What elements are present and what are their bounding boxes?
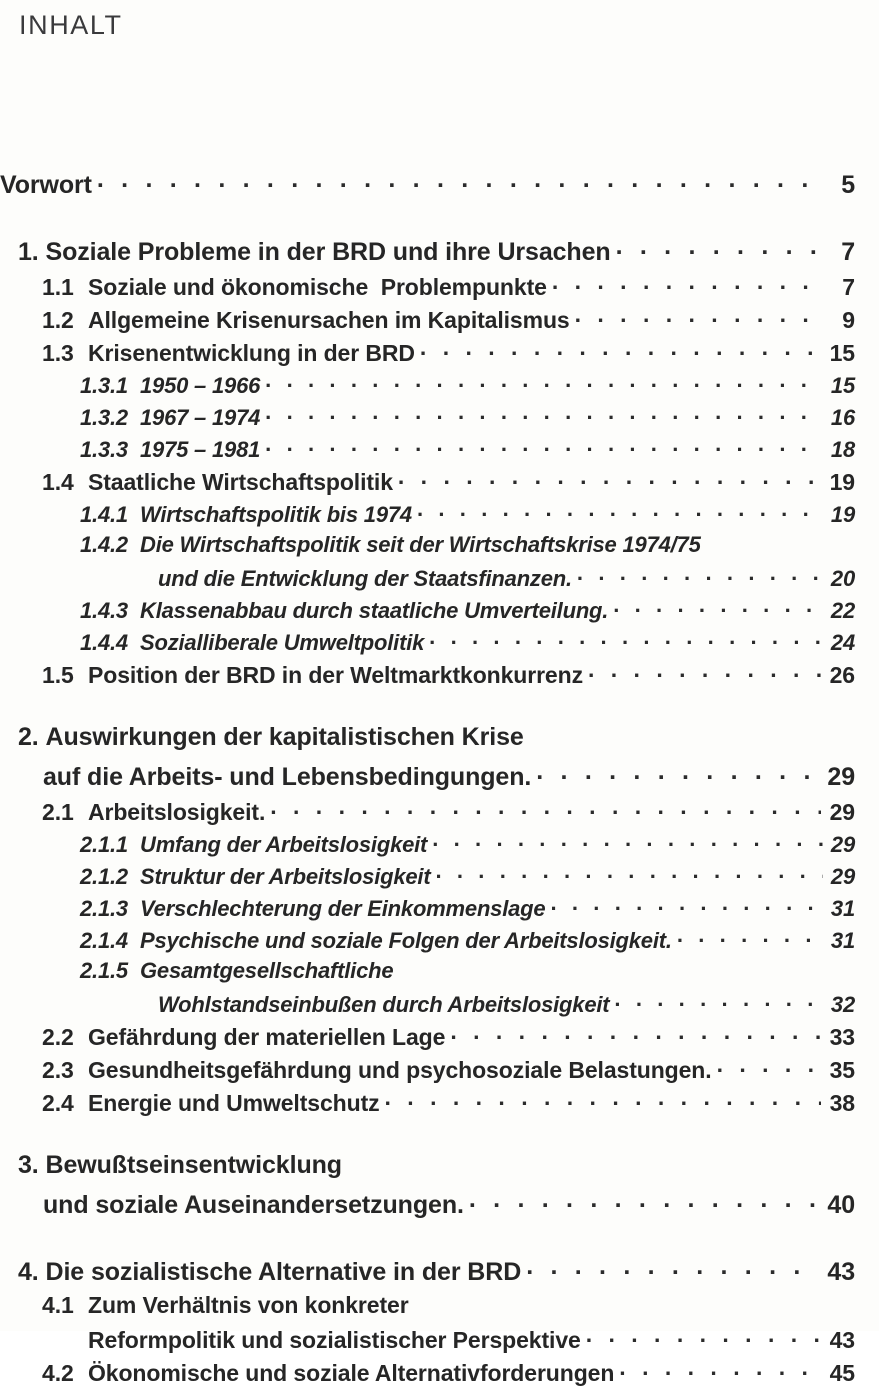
dot-leader — [435, 862, 823, 884]
toc-entry-title: Auswirkungen der kapitalistischen Krise — [45, 723, 524, 751]
toc-entry-number: 2.1 — [42, 799, 80, 825]
toc-section-2-1-2[interactable] — [0, 862, 879, 894]
toc-section-2-2[interactable] — [0, 1022, 879, 1055]
toc-page-number: 5 — [841, 171, 855, 199]
toc-section-4-2[interactable] — [0, 1358, 879, 1391]
toc-entry-continuation-line[interactable] — [0, 1188, 879, 1225]
toc-entry-title: 1975 – 1981 — [140, 437, 261, 462]
dot-leader — [614, 990, 823, 1012]
toc-entry-number: 2.2 — [42, 1024, 80, 1050]
toc-entry-number: 1.1 — [42, 274, 80, 300]
toc-entry-title: Krisenentwicklung in der BRD — [88, 340, 415, 366]
toc-entry-number: 1. — [18, 238, 46, 266]
toc-page-number: 38 — [829, 1090, 855, 1116]
toc-entry-number: 1.2 — [42, 307, 80, 333]
dot-leader — [577, 564, 823, 586]
toc-entry-title: Vorwort — [0, 171, 92, 199]
dot-leader — [265, 403, 823, 425]
toc-section-1-4-4[interactable] — [0, 628, 879, 660]
toc-entry-number: 1.4.3 — [80, 598, 134, 623]
toc-entry-title-continued: und die Entwicklung der Staatsfinanzen. — [158, 566, 572, 591]
toc-entry-continuation-line[interactable] — [0, 760, 879, 797]
toc-page-number: 32 — [830, 992, 855, 1017]
toc-page-number: 16 — [830, 405, 855, 430]
toc-entry-title: Zum Verhältnis von konkreter — [88, 1292, 409, 1318]
dot-leader — [97, 168, 819, 193]
toc-entry-number: 2.1.2 — [80, 864, 134, 889]
toc-entry-line[interactable] — [0, 435, 879, 467]
toc-entry-line[interactable] — [0, 1292, 879, 1325]
toc-section-2-1-4[interactable] — [0, 926, 879, 958]
toc-entry-title: 1950 – 1966 — [140, 373, 261, 398]
toc-chapter-4[interactable] — [0, 1255, 879, 1292]
spacer — [0, 693, 879, 723]
toc-entry-line[interactable] — [0, 500, 879, 532]
dot-leader — [270, 797, 821, 820]
toc-entry-title: Die Wirtschaftspolitik seit der Wirtschaftskrise 1974/75 — [140, 532, 701, 557]
toc-page-number: 9 — [842, 307, 855, 333]
toc-page-number: 31 — [830, 896, 855, 921]
toc-entry-line[interactable] — [0, 596, 879, 628]
toc-page-number: 18 — [830, 437, 855, 462]
toc-entry-vorwort[interactable] — [0, 168, 879, 205]
dot-leader — [417, 500, 823, 522]
toc-entry-title: Allgemeine Krisenursachen im Kapitalismus — [88, 307, 570, 333]
toc-entry-number: 1.3.2 — [80, 405, 134, 430]
toc-entry-line[interactable] — [0, 926, 879, 958]
toc-entry-number: 2.1.1 — [80, 832, 134, 857]
toc-section-2-1-3[interactable] — [0, 894, 879, 926]
dot-leader — [550, 894, 823, 916]
toc-section-1-3-1[interactable] — [0, 371, 879, 403]
dot-leader — [619, 1358, 821, 1381]
toc-section-1-3-2[interactable] — [0, 403, 879, 435]
toc-entry-title: Gefährdung der materiellen Lage — [88, 1024, 446, 1050]
toc-entry-title: Soziale Probleme in der BRD und ihre Ursachen — [45, 238, 611, 266]
dot-leader — [469, 1188, 819, 1213]
toc-page-number: 31 — [830, 928, 855, 953]
toc-entry-line[interactable] — [0, 1088, 879, 1121]
dot-leader — [385, 1088, 821, 1111]
toc-entry-number: 2.1.4 — [80, 928, 134, 953]
toc-entry-number: 2.4 — [42, 1090, 80, 1116]
toc-section-1-3[interactable] — [0, 338, 879, 371]
toc-page-number: 29 — [830, 864, 855, 889]
toc-section-4-1[interactable] — [0, 1292, 879, 1358]
toc-entry-line[interactable] — [0, 235, 879, 272]
toc-page-number: 40 — [827, 1191, 855, 1219]
toc-entry-number: 2.3 — [42, 1057, 80, 1083]
toc-entry-line[interactable] — [0, 1358, 879, 1391]
toc-entry-title: Energie und Umweltschutz — [88, 1090, 380, 1116]
toc-entry-line[interactable] — [0, 958, 879, 990]
toc-page-number: 43 — [829, 1327, 855, 1353]
toc-page-number: 19 — [830, 502, 855, 527]
toc-entry-line[interactable] — [0, 403, 879, 435]
toc-page-number: 22 — [830, 598, 855, 623]
toc-entry-number: 1.4 — [42, 469, 80, 495]
toc-entry-number: 1.4.4 — [80, 630, 134, 655]
dot-leader — [398, 467, 821, 490]
dot-leader — [265, 435, 823, 457]
toc-page-number: 24 — [830, 630, 855, 655]
toc-entry-line[interactable] — [0, 1151, 879, 1188]
toc-entry-number: 2.1.3 — [80, 896, 134, 921]
toc-entry-line[interactable] — [0, 628, 879, 660]
toc-entry-title: Verschlechterung der Einkommenslage — [140, 896, 546, 921]
toc-section-2-3[interactable] — [0, 1055, 879, 1088]
toc-page-number: 20 — [830, 566, 855, 591]
dot-leader — [586, 1325, 821, 1348]
toc-entry-number: 1.4.1 — [80, 502, 134, 527]
toc-entry-title: Position der BRD in der Weltmarktkonkurrenz — [88, 662, 583, 688]
toc-entry-number: 1.3 — [42, 340, 80, 366]
toc-page-number: 15 — [829, 340, 855, 366]
spacer — [0, 1121, 879, 1151]
toc-page-number: 33 — [829, 1024, 855, 1050]
toc-entry-line[interactable] — [0, 660, 879, 693]
toc-entry-line[interactable] — [0, 467, 879, 500]
dot-leader — [552, 272, 821, 295]
toc-entry-title: Gesamtgesellschaftliche — [140, 958, 394, 983]
toc-chapter-2[interactable] — [0, 723, 879, 797]
dot-leader — [526, 1255, 819, 1280]
toc-page-number: 45 — [829, 1360, 855, 1386]
toc-page-number: 35 — [829, 1057, 855, 1083]
toc-page-number: 43 — [827, 1258, 855, 1286]
toc-entry-number: 1.5 — [42, 662, 80, 688]
toc-entry-title: 1967 – 1974 — [140, 405, 261, 430]
toc-chapter-3[interactable] — [0, 1151, 879, 1225]
toc-page-number: 29 — [830, 832, 855, 857]
toc-chapter-1[interactable] — [0, 235, 879, 272]
toc-entry-number: 2.1.5 — [80, 958, 134, 983]
toc-entry-line[interactable] — [0, 1022, 879, 1055]
toc-entry-number: 1.3.3 — [80, 437, 134, 462]
table-of-contents — [0, 168, 879, 1391]
toc-entry-line[interactable] — [0, 305, 879, 338]
toc-entry-title: Struktur der Arbeitslosigkeit — [140, 864, 431, 889]
toc-entry-title-continued: Wohlstandseinbußen durch Arbeitslosigkeit — [158, 992, 610, 1017]
toc-entry-line[interactable] — [0, 272, 879, 305]
dot-leader — [717, 1055, 821, 1078]
toc-entry-number: 1.4.2 — [80, 532, 134, 557]
toc-entry-title: Wirtschaftspolitik bis 1974 — [140, 502, 412, 527]
toc-entry-line[interactable] — [0, 1055, 879, 1088]
toc-page-number: 26 — [829, 662, 855, 688]
spacer — [0, 205, 879, 235]
toc-entry-continuation-line[interactable] — [0, 990, 879, 1022]
toc-entry-number: 2. — [18, 723, 46, 751]
toc-entry-line[interactable] — [0, 168, 879, 205]
toc-page-number: 7 — [841, 238, 855, 266]
toc-section-1-5[interactable] — [0, 660, 879, 693]
toc-entry-title: Die sozialistische Alternative in der BRD — [45, 1258, 522, 1286]
toc-section-1-4-3[interactable] — [0, 596, 879, 628]
toc-entry-continuation-line[interactable] — [0, 1325, 879, 1358]
toc-entry-line[interactable] — [0, 797, 879, 830]
page-title: INHALT — [19, 10, 123, 40]
spacer — [0, 1225, 879, 1255]
toc-entry-line[interactable] — [0, 371, 879, 403]
toc-entry-line[interactable] — [0, 338, 879, 371]
toc-entry-title: Ökonomische und soziale Alternativforderungen — [88, 1360, 615, 1386]
toc-entry-title: Sozialliberale Umweltpolitik — [140, 630, 425, 655]
toc-section-2-4[interactable] — [0, 1088, 879, 1121]
dot-leader — [613, 596, 823, 618]
toc-section-1-4-2[interactable] — [0, 532, 879, 596]
dot-leader — [450, 1022, 821, 1045]
dot-leader — [616, 235, 819, 260]
toc-entry-title: Bewußtseinsentwicklung — [45, 1151, 342, 1179]
toc-entry-title: Gesundheitsgefährdung und psychosoziale Belastungen. — [88, 1057, 712, 1083]
dot-leader — [265, 371, 823, 393]
toc-entry-title: Klassenabbau durch staatliche Umverteilung. — [140, 598, 609, 623]
toc-section-1-1[interactable] — [0, 272, 879, 305]
toc-section-1-4-1[interactable] — [0, 500, 879, 532]
toc-entry-number: 4.2 — [42, 1360, 80, 1386]
toc-entry-title-continued: Reformpolitik und sozialistischer Perspektive — [88, 1327, 581, 1353]
toc-entry-number: 4.1 — [42, 1292, 80, 1318]
toc-entry-line[interactable] — [0, 830, 879, 862]
toc-entry-line[interactable] — [0, 1255, 879, 1292]
toc-entry-line[interactable] — [0, 723, 879, 760]
toc-entry-line[interactable] — [0, 532, 879, 564]
toc-entry-line[interactable] — [0, 894, 879, 926]
toc-entry-title-continued: auf die Arbeits- und Lebensbedingungen. — [43, 763, 532, 791]
toc-entry-title: Arbeitslosigkeit. — [88, 799, 266, 825]
toc-entry-number: 1.3.1 — [80, 373, 134, 398]
toc-entry-title: Staatliche Wirtschaftspolitik — [88, 469, 393, 495]
toc-entry-continuation-line[interactable] — [0, 564, 879, 596]
dot-leader — [575, 305, 821, 328]
dot-leader — [429, 628, 823, 650]
toc-section-2-1-1[interactable] — [0, 830, 879, 862]
dot-leader — [432, 830, 823, 852]
dot-leader — [677, 926, 823, 948]
toc-page-number: 29 — [827, 763, 855, 791]
toc-page-number: 29 — [829, 799, 855, 825]
toc-section-2-1[interactable] — [0, 797, 879, 830]
toc-section-1-4[interactable] — [0, 467, 879, 500]
toc-page-number: 7 — [842, 274, 855, 300]
toc-section-1-2[interactable] — [0, 305, 879, 338]
toc-entry-number: 3. — [18, 1151, 46, 1179]
dot-leader — [536, 760, 819, 785]
toc-section-1-3-3[interactable] — [0, 435, 879, 467]
toc-entry-title: Soziale und ökonomische Problempunkte — [88, 274, 547, 300]
toc-section-2-1-5[interactable] — [0, 958, 879, 1022]
toc-entry-number: 4. — [18, 1258, 46, 1286]
toc-entry-title: Psychische und soziale Folgen der Arbeitslosigkeit. — [140, 928, 672, 953]
toc-page-number: 19 — [829, 469, 855, 495]
toc-page-number: 15 — [830, 373, 855, 398]
toc-entry-title: Umfang der Arbeitslosigkeit — [140, 832, 428, 857]
toc-entry-line[interactable] — [0, 862, 879, 894]
dot-leader — [588, 660, 821, 683]
dot-leader — [420, 338, 821, 361]
toc-entry-title-continued: und soziale Auseinandersetzungen. — [43, 1191, 464, 1219]
